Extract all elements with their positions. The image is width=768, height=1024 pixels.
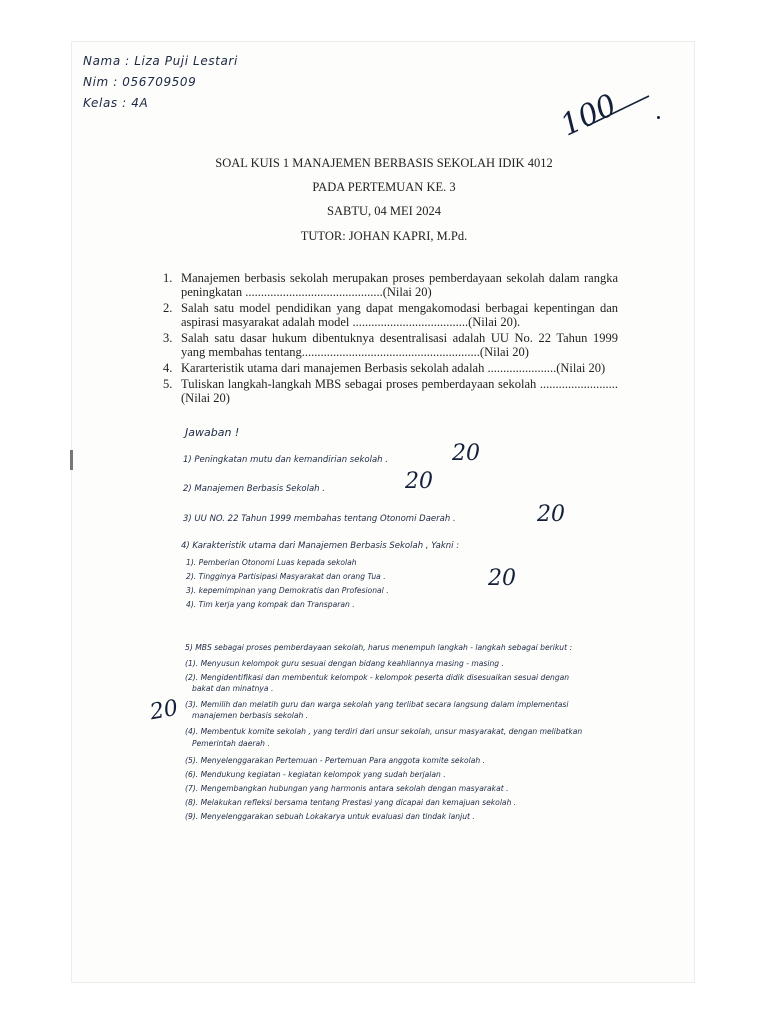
score-5: 20 xyxy=(148,695,180,726)
question-text: Tuliskan langkah-langkah MBS sebagai proses pemberdayaan sekolah .........................(Nilai 20) xyxy=(181,377,618,405)
answer-5-line: manajemen berbasis sekolah . xyxy=(192,711,309,720)
score-dot xyxy=(657,116,660,119)
question-item xyxy=(163,331,618,359)
question-text: Manajemen berbasis sekolah merupakan proses pemberdayaan sekolah dalam rangka peningkatan ............................................(Nilai 20) xyxy=(181,271,618,299)
answer-4-item: 3). kepemimpinan yang Demokratis dan Profesional . xyxy=(186,586,389,595)
answer-3: 3) UU NO. 22 Tahun 1999 membahas tentang Otonomi Daerah . xyxy=(183,514,456,524)
answer-2: 2) Manajemen Berbasis Sekolah . xyxy=(183,484,325,494)
answer-4-intro: 4) Karakteristik utama dari Manajemen Berbasis Sekolah , Yakni : xyxy=(181,541,460,551)
student-nim: Nim : 056709509 xyxy=(83,75,197,89)
answer-5-line: (9). Menyelenggarakan sebuah Lokakarya untuk evaluasi dan tindak lanjut . xyxy=(185,812,475,821)
question-number: 1. xyxy=(163,271,173,285)
answer-5-line: (6). Mendukung kegiatan - kegiatan kelompok yang sudah berjalan . xyxy=(185,770,446,779)
student-name: Nama : Liza Puji Lestari xyxy=(83,54,238,68)
quiz-date: SABTU, 04 MEI 2024 xyxy=(327,204,441,218)
question-item xyxy=(163,271,618,299)
score-checkmark-icon xyxy=(585,92,655,132)
answer-5-line: Pemerintah daerah . xyxy=(192,739,270,748)
question-number: 4. xyxy=(163,361,173,375)
answer-5-line: (2). Mengidentifikasi dan membentuk kelompok - kelompok peserta didik disesuaikan sesuai dengan xyxy=(185,673,570,682)
question-text: Salah satu model pendidikan yang dapat mengakomodasi berbagai kepentingan dan aspirasi masyarakat adalah model .....................................(Nilai 20). xyxy=(181,301,618,329)
question-item xyxy=(163,377,618,405)
answer-1: 1) Peningkatan mutu dan kemandirian sekolah . xyxy=(183,455,388,465)
answer-5-line: (8). Melakukan refleksi bersama tentang Prestasi yang dicapai dan kemajuan sekolah . xyxy=(185,798,517,807)
question-item xyxy=(163,361,618,375)
question-list xyxy=(163,271,618,407)
question-text: Salah satu dasar hukum dibentuknya desentralisasi adalah UU No. 22 Tahun 1999 yang membahas tentang.........................................................(Nilai 20) xyxy=(181,331,618,359)
student-class: Kelas : 4A xyxy=(83,96,149,110)
score-2: 20 xyxy=(405,469,433,494)
answer-4-item: 2). Tingginya Partisipasi Masyarakat dan orang Tua . xyxy=(186,572,386,581)
score-4: 20 xyxy=(488,566,516,591)
score-3: 20 xyxy=(537,502,565,527)
paper-binding-mark xyxy=(70,450,73,470)
question-number: 5. xyxy=(163,377,173,391)
answer-5-intro: 5) MBS sebagai proses pemberdayaan sekolah, harus menempuh langkah - langkah sebagai berikut : xyxy=(185,643,573,652)
answers-heading: Jawaban ! xyxy=(185,426,240,439)
answer-5-line: bakat dan minatnya . xyxy=(192,684,274,693)
question-text: Kararteristik utama dari manajemen Berbasis sekolah adalah ......................(Nilai 20) xyxy=(181,361,606,375)
answer-5-line: (5). Menyelenggarakan Pertemuan - Pertemuan Para anggota komite sekolah . xyxy=(185,756,486,765)
answer-5-line: (4). Membentuk komite sekolah , yang terdiri dari unsur sekolah, unsur masyarakat, dengan melibatkan xyxy=(185,727,583,736)
quiz-tutor: TUTOR: JOHAN KAPRI, M.Pd. xyxy=(300,229,468,243)
answer-4-item: 1). Pemberian Otonomi Luas kepada sekolah xyxy=(186,558,357,567)
question-number: 2. xyxy=(163,301,173,315)
question-item xyxy=(163,301,618,329)
quiz-title: SOAL KUIS 1 MANAJEMEN BERBASIS SEKOLAH IDIK 4012 xyxy=(215,156,553,170)
answer-5-line: (3). Memilih dan melatih guru dan warga sekolah yang terlibat secara langsung dalam implementasi xyxy=(185,700,569,709)
quiz-session: PADA PERTEMUAN KE. 3 xyxy=(312,180,456,194)
answer-5-line: (7). Mengembangkan hubungan yang harmonis antara sekolah dengan masyarakat . xyxy=(185,784,509,793)
answer-4-item: 4). Tim kerja yang kompak dan Transparan . xyxy=(186,600,355,609)
question-number: 3. xyxy=(163,331,173,345)
score-1: 20 xyxy=(452,441,480,466)
total-score: 100 xyxy=(555,87,622,144)
answer-5-line: (1). Menyusun kelompok guru sesuai dengan bidang keahliannya masing - masing . xyxy=(185,659,504,668)
